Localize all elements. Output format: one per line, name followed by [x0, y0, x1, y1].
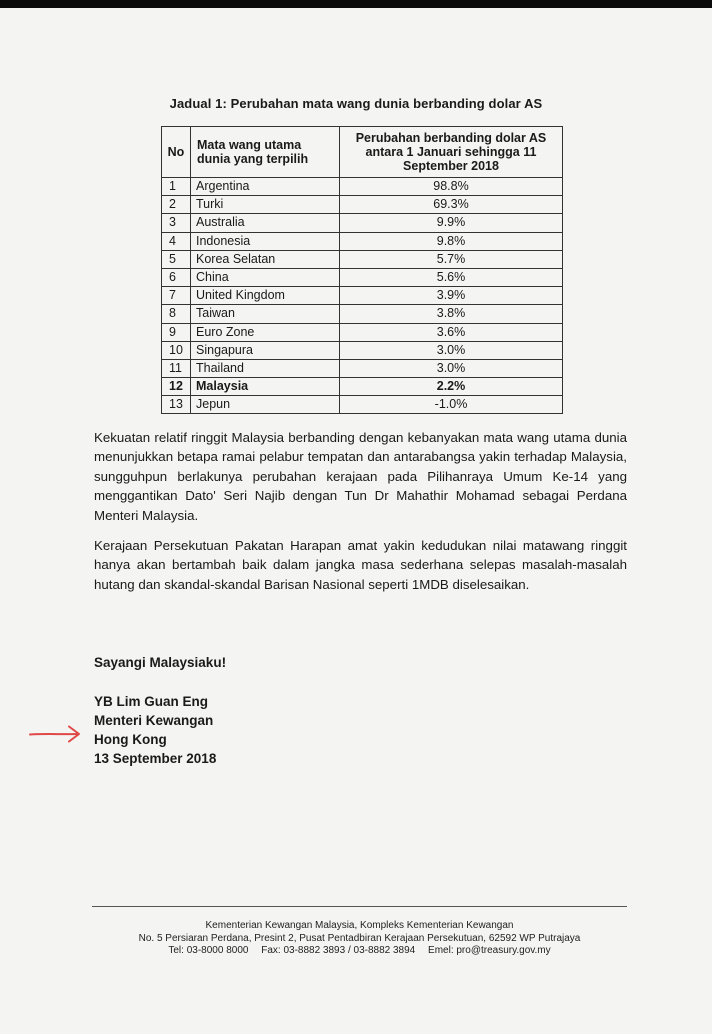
red-arrow-icon	[28, 723, 84, 745]
footer	[92, 920, 627, 958]
table-row	[162, 378, 563, 396]
footer-divider	[92, 906, 627, 907]
table-row	[162, 268, 563, 286]
header-currency: Mata wang utama dunia yang terpilih	[191, 127, 340, 178]
paragraph-2: Kerajaan Persekutuan Pakatan Harapan amat yakin kedudukan nilai matawang ringgit hanya akan bertambah baik dalam jangka masa sederhana selepas masalah-masalah hutang dan skandal-skandal Barisan Nasional seperti 1MDB diselesaikan.	[94, 538, 627, 592]
table-body	[162, 178, 563, 414]
cell-no: 10	[162, 341, 191, 359]
table-row	[162, 305, 563, 323]
table-row	[162, 196, 563, 214]
cell-no: 1	[162, 178, 191, 196]
signatory-title: Menteri Kewangan	[94, 713, 214, 728]
cell-change: 3.8%	[340, 305, 563, 323]
cell-no: 7	[162, 287, 191, 305]
cell-change: 5.6%	[340, 268, 563, 286]
table-header-row	[162, 127, 563, 178]
cell-currency: Singapura	[191, 341, 340, 359]
cell-currency: Taiwan	[191, 305, 340, 323]
cell-change: 2.2%	[340, 378, 563, 396]
closing-line: Sayangi Malaysiaku!	[94, 655, 227, 670]
cell-currency: Argentina	[191, 178, 340, 196]
footer-contact	[92, 945, 627, 958]
table-row	[162, 359, 563, 377]
document-page	[0, 8, 712, 1034]
cell-change: 3.0%	[340, 359, 563, 377]
cell-change: 98.8%	[340, 178, 563, 196]
cell-currency: Turki	[191, 196, 340, 214]
cell-currency: China	[191, 268, 340, 286]
table-row	[162, 214, 563, 232]
cell-no: 12	[162, 378, 191, 396]
footer-fax: Fax: 03-8882 3893 / 03-8882 3894	[261, 945, 416, 956]
header-no: No	[162, 127, 191, 178]
table-caption: Jadual 1: Perubahan mata wang dunia berbanding dolar AS	[169, 96, 543, 111]
cell-currency: Euro Zone	[191, 323, 340, 341]
table-row	[162, 232, 563, 250]
header-change: Perubahan berbanding dolar AS antara 1 Januari sehingga 11 September 2018	[340, 127, 563, 178]
cell-change: 3.9%	[340, 287, 563, 305]
cell-no: 9	[162, 323, 191, 341]
top-border	[0, 0, 712, 8]
cell-change: 5.7%	[340, 250, 563, 268]
cell-no: 4	[162, 232, 191, 250]
cell-no: 3	[162, 214, 191, 232]
table-row	[162, 250, 563, 268]
cell-currency: Thailand	[191, 359, 340, 377]
cell-change: 3.0%	[340, 341, 563, 359]
table-row	[162, 341, 563, 359]
table-row	[162, 178, 563, 196]
cell-no: 2	[162, 196, 191, 214]
footer-tel: Tel: 03-8000 8000	[168, 945, 249, 956]
cell-no: 5	[162, 250, 191, 268]
cell-currency: United Kingdom	[191, 287, 340, 305]
cell-currency: Indonesia	[191, 232, 340, 250]
paragraph-1: Kekuatan relatif ringgit Malaysia berbanding dengan kebanyakan mata wang utama dunia menunjukkan betapa ramai pelabur tempatan dan antarabangsa yakin terhadap Malaysia, sungguhpun berlakunya perubahan kerajaan pada Pilihanraya Umum Ke-14 yang menggantikan Dato' Seri Najib dengan Tun Dr Mahathir Mohamad sebagai Perdana Menteri Malaysia.	[94, 430, 627, 523]
cell-no: 13	[162, 396, 191, 414]
footer-email: Emel: pro@treasury.gov.my	[428, 945, 551, 956]
table-row	[162, 323, 563, 341]
cell-currency: Korea Selatan	[191, 250, 340, 268]
footer-address-line-1: Kementerian Kewangan Malaysia, Kompleks Kementerian Kewangan	[205, 920, 514, 931]
cell-currency: Jepun	[191, 396, 340, 414]
cell-change: 9.9%	[340, 214, 563, 232]
signature-date: 13 September 2018	[94, 751, 217, 766]
table-row	[162, 396, 563, 414]
cell-change: -1.0%	[340, 396, 563, 414]
currency-change-table	[161, 126, 563, 414]
cell-no: 6	[162, 268, 191, 286]
footer-address-line-2: No. 5 Persiaran Perdana, Presint 2, Pusat Pentadbiran Kerajaan Persekutuan, 62592 WP Putrajaya	[138, 932, 581, 944]
table-row	[162, 287, 563, 305]
cell-no: 8	[162, 305, 191, 323]
cell-change: 3.6%	[340, 323, 563, 341]
signature-block	[94, 692, 216, 768]
cell-change: 9.8%	[340, 232, 563, 250]
cell-change: 69.3%	[340, 196, 563, 214]
cell-no: 11	[162, 359, 191, 377]
cell-currency: Malaysia	[191, 378, 340, 396]
signature-location: Hong Kong	[94, 732, 167, 747]
cell-currency: Australia	[191, 214, 340, 232]
signatory-name: YB Lim Guan Eng	[94, 694, 209, 709]
